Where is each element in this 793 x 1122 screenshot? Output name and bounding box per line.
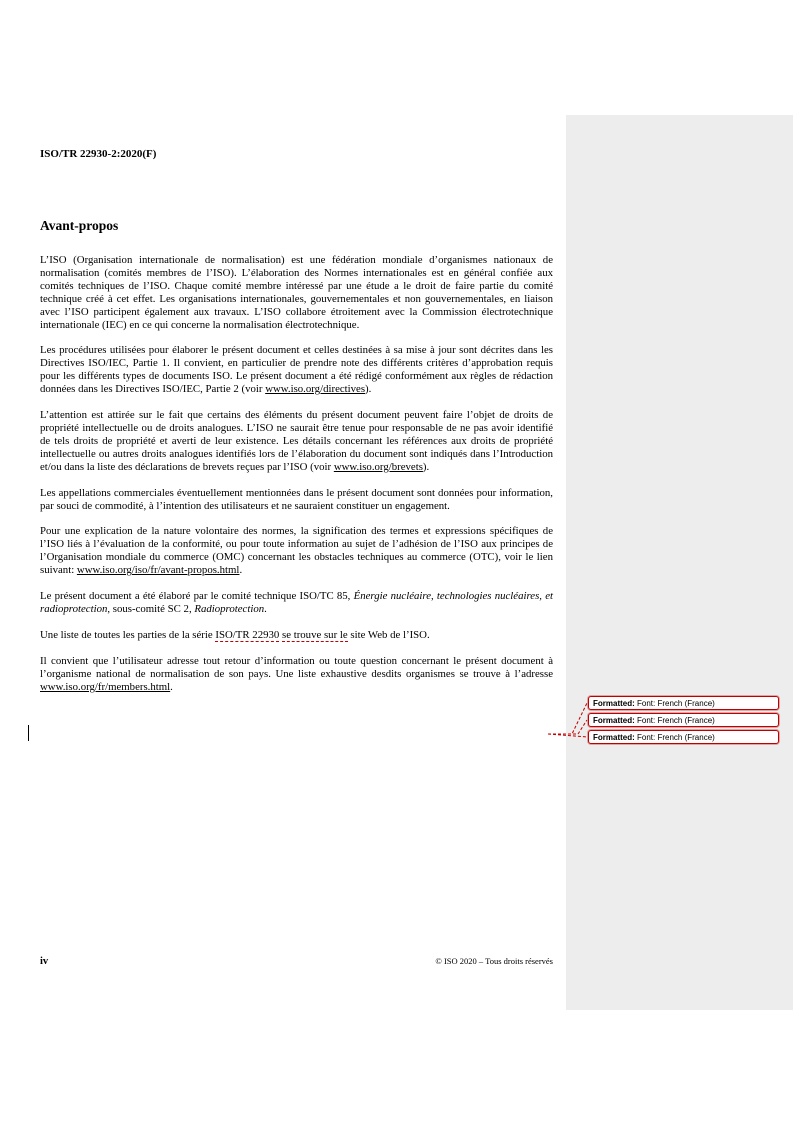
text-run: . [239, 564, 243, 577]
text-run: . [170, 680, 173, 693]
paragraph [40, 344, 553, 396]
text-run: Pour une explication de la nature volontaire des normes, la signification des termes et expressions spécifiques de l’ISO liés à l’évaluation de la conformité, ou pour toute information au sujet de l’adhésion de l’ISO aux principes de l’Organisation mondiale du commerce (OMC) concernant les obstacles techniques au commerce (OTC), voir le lien suivant: [40, 525, 553, 577]
hyperlink[interactable]: www.iso.org/directives [265, 383, 366, 396]
callout-label: Formatted: [593, 733, 635, 742]
tracked-change-text: se trouve sur le [282, 628, 348, 641]
text-run: ). [422, 460, 430, 473]
tracked-change-text: ISO/TR 22930 [215, 628, 280, 641]
hyperlink[interactable]: www.iso.org/iso/fr/avant-propos.html [76, 564, 240, 577]
comments-panel [588, 696, 779, 744]
paragraph [40, 525, 553, 577]
paragraph [40, 487, 553, 513]
hyperlink[interactable]: www.iso.org/fr/members.html [40, 680, 171, 693]
page-footer [40, 956, 553, 967]
page-content [40, 148, 553, 706]
text-run: L’attention est attirée sur le fait que certains des éléments du présent document peuvent faire l’objet de droits de propriété intellectuelle ou de droits analogues. L’ISO ne saurait être tenue pour responsable de ne pas avoir identifié de tels droits de propriété et averti de leur existence. Les détails concernant les références aux droits de propriété intellectuelle ou autres droits analogues identifiés lors de l’élaboration du document sont indiqués dans l’Introduction et/ou dans la liste des déclarations de brevets reçues par l’ISO (voir [40, 409, 553, 473]
text-run: Le présent document a été élaboré par le comité technique ISO/TC 85, [40, 590, 354, 603]
text-run: site Web de l’ISO. [347, 628, 430, 641]
text-run: L’ISO (Organisation internationale de normalisation) est une fédération mondiale d’organismes nationaux de normalisation (comités membres de l’ISO). L’élaboration des Normes internationales est en général confiée aux comités techniques de l’ISO. Chaque comité membre intéressé par une étude a le droit de faire partie du comité technique créé à cet effet. Les organisations internationales, gouvernementales et non gouvernementales, en liaison avec l’ISO participent également aux travaux. L’ISO collabore étroitement avec la Commission électrotechnique internationale (IEC) en ce qui concerne la normalisation électrotechnique. [40, 254, 553, 331]
paragraph [40, 629, 553, 642]
callout-text: Font: French (France) [634, 733, 715, 742]
paragraph [40, 655, 553, 694]
callout-text: Font: French (France) [634, 716, 715, 725]
text-run: , sous-comité SC 2, [107, 602, 195, 615]
document-reference: ISO/TR 22930-2:2020(F) [40, 148, 157, 160]
italic-text: Radioprotection [194, 602, 265, 615]
hyperlink[interactable]: www.iso.org/brevets [333, 460, 423, 473]
formatted-change-callout[interactable] [588, 713, 779, 727]
callout-label: Formatted: [593, 699, 635, 708]
italic-text: Énergie nucléaire, technologies nucléaires, et radioprotection [40, 590, 554, 615]
review-markup-area [566, 115, 793, 1010]
copyright-notice: © ISO 2020 – Tous droits réservés [435, 956, 553, 966]
body-paragraphs [40, 254, 553, 693]
text-run: Les procédures utilisées pour élaborer le présent document et celles destinées à sa mise à jour sont décrites dans les Directives ISO/IEC, Partie 1. Il convient, en particulier de prendre note des différents critères d’approbation requis pour les différents types de documents ISO. Le présent document a été rédigé conformément aux règles de rédaction données dans les Directives ISO/IEC, Partie 2 (voir [40, 344, 553, 396]
text-run: Une liste de toutes les parties de la série [40, 628, 216, 641]
callout-label: Formatted: [593, 716, 635, 725]
revision-change-bar [28, 725, 29, 741]
text-run: ). [365, 383, 372, 396]
text-run: Les appellations commerciales éventuellement mentionnées dans le présent document sont données pour information, par souci de commodité, à l’intention des utilisateurs et ne sauraient constituer un engagement. [40, 486, 553, 512]
callout-text: Font: French (France) [634, 699, 715, 708]
text-run: . [264, 602, 267, 615]
section-heading: Avant-propos [40, 218, 119, 233]
formatted-change-callout[interactable] [588, 696, 779, 710]
paragraph [40, 590, 553, 616]
page-number: iv [40, 956, 49, 967]
formatted-change-callout[interactable] [588, 730, 779, 744]
text-run: Il convient que l’utilisateur adresse tout retour d’information ou toute question concernant le présent document à l’organisme national de normalisation de son pays. Une liste exhaustive desdits organismes se trouve à l’adresse [40, 654, 553, 680]
paragraph [40, 409, 553, 474]
paragraph [40, 254, 553, 331]
